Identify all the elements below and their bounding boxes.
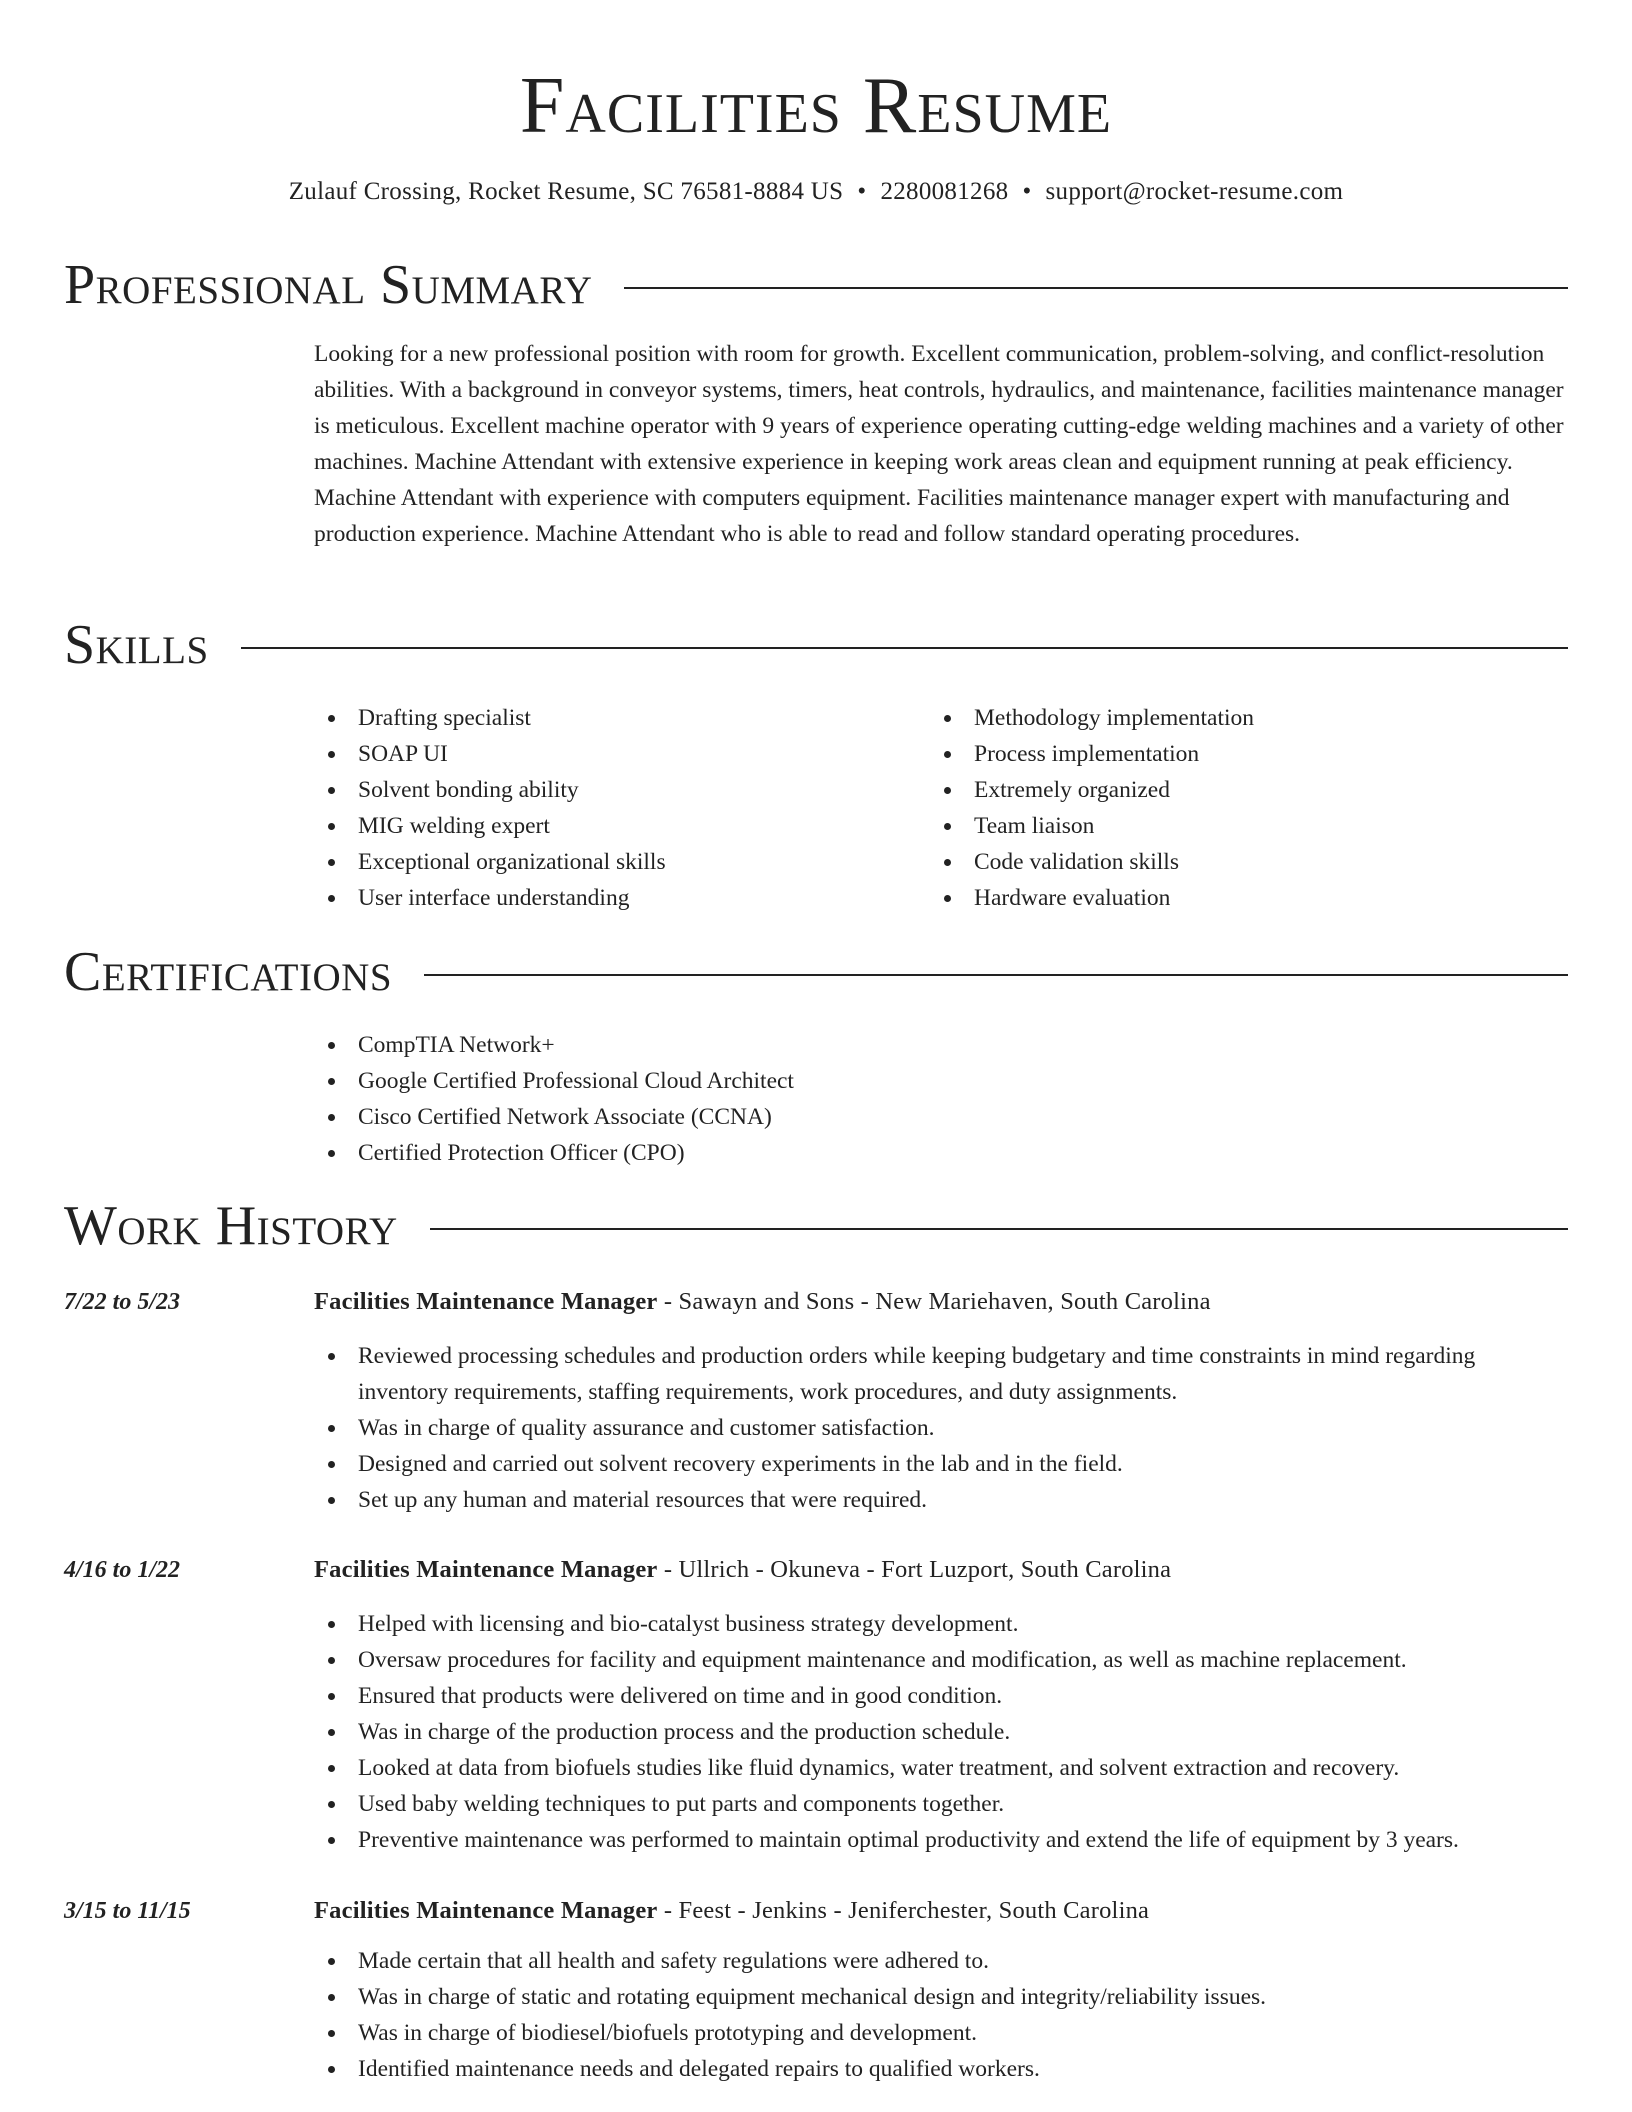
job-employer: - Ullrich - Okuneva - Fort Luzport, South Carolina (663, 1556, 1172, 1583)
job-bullet: Was in charge of the production process and the production schedule. (314, 1714, 1564, 1750)
section-heading-certifications (64, 937, 1568, 1007)
contact-line (0, 174, 1632, 210)
job-employer: - Feest - Jenkins - Jeniferchester, South Carolina (663, 1897, 1150, 1924)
skill-item: MIG welding expert (314, 808, 914, 844)
job-bullets (314, 1943, 1564, 2087)
skill-item: Code validation skills (930, 844, 1550, 880)
contact-separator: • (1022, 178, 1032, 205)
certifications-list (314, 1027, 1514, 1171)
skills-list-left (314, 700, 914, 916)
job-bullet: Helped with licensing and bio-catalyst business strategy development. (314, 1606, 1564, 1642)
section-divider (430, 1228, 1568, 1230)
certification-item: Cisco Certified Network Associate (CCNA) (314, 1099, 1514, 1135)
job-employer: - Sawayn and Sons - New Mariehaven, South Carolina (663, 1288, 1211, 1315)
contact-separator: • (857, 178, 867, 205)
section-divider (624, 287, 1568, 289)
job-bullet: Used baby welding techniques to put parts and components together. (314, 1786, 1564, 1822)
job-bullets (314, 1338, 1564, 1518)
job-bullet: Was in charge of biodiesel/biofuels prototyping and development. (314, 2015, 1564, 2051)
resume-title: Facilities Resume (519, 62, 1113, 150)
job-heading (314, 1893, 1568, 1929)
section-heading-work-history (64, 1191, 1568, 1261)
section-title: Skills (64, 614, 209, 676)
job-bullet: Designed and carried out solvent recovery experiments in the lab and in the field. (314, 1446, 1564, 1482)
job-bullet: Reviewed processing schedules and production orders while keeping budgetary and time constraints in mind regarding inventory requirements, staffing requirements, work procedures, and duty assignments. (314, 1338, 1564, 1410)
job-bullet: Made certain that all health and safety regulations were adhered to. (314, 1943, 1564, 1979)
skill-item: Team liaison (930, 808, 1550, 844)
job-bullet: Set up any human and material resources that were required. (314, 1482, 1564, 1518)
section-title: Certifications (64, 941, 393, 1003)
job-bullet: Identified maintenance needs and delegated repairs to qualified workers. (314, 2051, 1564, 2087)
section-divider (241, 647, 1568, 649)
skill-item: Process implementation (930, 736, 1550, 772)
job-title: Facilities Maintenance Manager (314, 1556, 658, 1583)
job-title: Facilities Maintenance Manager (314, 1897, 658, 1924)
skill-item: User interface understanding (314, 880, 914, 916)
job-bullets (314, 1606, 1564, 1858)
section-divider (424, 974, 1568, 976)
skill-item: Exceptional organizational skills (314, 844, 914, 880)
certification-item: Certified Protection Officer (CPO) (314, 1135, 1514, 1171)
skill-item: Drafting specialist (314, 700, 914, 736)
contact-email: support@rocket-resume.com (1045, 178, 1344, 205)
certification-item: CompTIA Network+ (314, 1027, 1514, 1063)
skill-item: Solvent bonding ability (314, 772, 914, 808)
job-heading (314, 1284, 1568, 1320)
section-title: Work History (64, 1195, 398, 1257)
summary-text: Looking for a new professional position with room for growth. Excellent communication, problem-solving, and conflict-resolution abilities. With a background in conveyor systems, timers, heat controls, hydraulics, and maintenance, facilities maintenance manager is meticulous. Excellent machine operator with 9 years of experience operating cutting-edge welding machines and a variety of other machines. Machine Attendant with extensive experience in keeping work areas clean and equipment running at peak efficiency. Machine Attendant with experience with computers equipment. Facilities maintenance manager expert with manufacturing and production experience. Machine Attendant who is able to read and follow standard operating procedures. (314, 341, 1564, 547)
section-title: Professional Summary (64, 254, 593, 316)
certification-item: Google Certified Professional Cloud Architect (314, 1063, 1514, 1099)
skills-list-right (930, 700, 1550, 916)
job-dates: 4/16 to 1/22 (64, 1557, 181, 1583)
skill-item: Hardware evaluation (930, 880, 1550, 916)
skill-item: Extremely organized (930, 772, 1550, 808)
section-heading-skills (64, 610, 1568, 680)
section-heading-summary (64, 250, 1568, 320)
job-title: Facilities Maintenance Manager (314, 1288, 658, 1315)
job-bullet: Preventive maintenance was performed to maintain optimal productivity and extend the life of equipment by 3 years. (314, 1822, 1564, 1858)
job-bullet: Looked at data from biofuels studies like fluid dynamics, water treatment, and solvent extraction and recovery. (314, 1750, 1564, 1786)
contact-address: Zulauf Crossing, Rocket Resume, SC 76581-8884 US (288, 178, 844, 205)
job-bullet: Was in charge of static and rotating equipment mechanical design and integrity/reliability issues. (314, 1979, 1564, 2015)
job-heading (314, 1552, 1568, 1588)
job-dates: 3/15 to 11/15 (64, 1898, 191, 1924)
job-bullet: Ensured that products were delivered on time and in good condition. (314, 1678, 1564, 1714)
contact-phone: 2280081268 (880, 178, 1009, 205)
job-dates: 7/22 to 5/23 (64, 1289, 181, 1315)
job-bullet: Oversaw procedures for facility and equipment maintenance and modification, as well as machine replacement. (314, 1642, 1564, 1678)
job-bullet: Was in charge of quality assurance and customer satisfaction. (314, 1410, 1564, 1446)
skill-item: SOAP UI (314, 736, 914, 772)
skill-item: Methodology implementation (930, 700, 1550, 736)
